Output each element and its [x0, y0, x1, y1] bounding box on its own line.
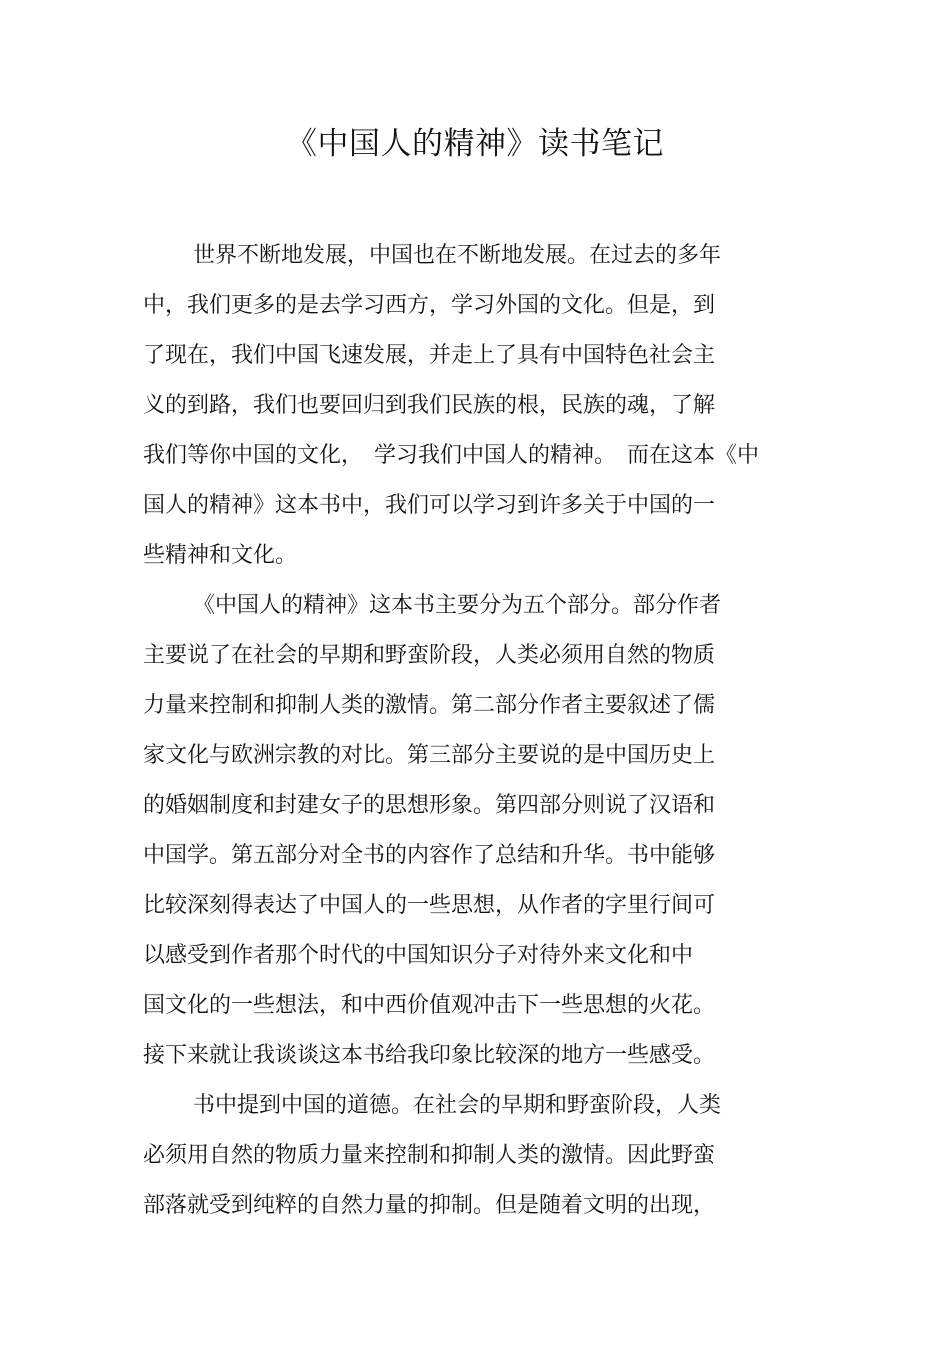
- paragraph-line: 《中国人的精神》这本书主要分为五个部分。部分作者: [193, 593, 722, 618]
- paragraph-line: 力量来控制和抑制人类的激情。第二部分作者主要叙述了儒: [143, 693, 716, 718]
- paragraph-line: 主要说了在社会的早期和野蛮阶段，人类必须用自然的物质: [143, 643, 716, 668]
- paragraph-line: 中，我们更多的是去学习西方，学习外国的文化。但是，到: [143, 293, 716, 318]
- paragraph-line: 的婚姻制度和封建女子的思想形象。第四部分则说了汉语和: [143, 793, 716, 818]
- paragraph-line: 我们等你中国的文化， 学习我们中国人的精神。 而在这本《中: [143, 443, 760, 468]
- paragraph-line: 义的到路，我们也要回归到我们民族的根，民族的魂，了解: [143, 393, 716, 418]
- paragraph-line: 以感受到作者那个时代的中国知识分子对待外来文化和中: [143, 943, 694, 968]
- paragraph-line: 必须用自然的物质力量来控制和抑制人类的激情。因此野蛮: [143, 1143, 716, 1168]
- paragraph-line: 国人的精神》这本书中，我们可以学习到许多关于中国的一: [143, 493, 716, 518]
- paragraph-line: 家文化与欧洲宗教的对比。第三部分主要说的是中国历史上: [143, 743, 716, 768]
- paragraph-line: 部落就受到纯粹的自然力量的抑制。但是随着文明的出现，: [143, 1193, 716, 1218]
- paragraph-line: 比较深刻得表达了中国人的一些思想，从作者的字里行间可: [143, 893, 716, 918]
- paragraph-line: 中国学。第五部分对全书的内容作了总结和升华。书中能够: [143, 843, 716, 868]
- paragraph-line: 国文化的一些想法，和中西价值观冲击下一些思想的火花。: [143, 993, 716, 1018]
- document-title: 《中国人的精神》读书笔记: [286, 126, 664, 162]
- paragraph-line: 世界不断地发展，中国也在不断地发展。在过去的多年: [193, 243, 722, 268]
- paragraph-line: 书中提到中国的道德。在社会的早期和野蛮阶段，人类: [193, 1093, 722, 1118]
- paragraph-line: 接下来就让我谈谈这本书给我印象比较深的地方一些感受。: [143, 1043, 716, 1068]
- paragraph-line: 些精神和文化。: [143, 543, 298, 568]
- paragraph-line: 了现在，我们中国飞速发展，并走上了具有中国特色社会主: [143, 343, 716, 368]
